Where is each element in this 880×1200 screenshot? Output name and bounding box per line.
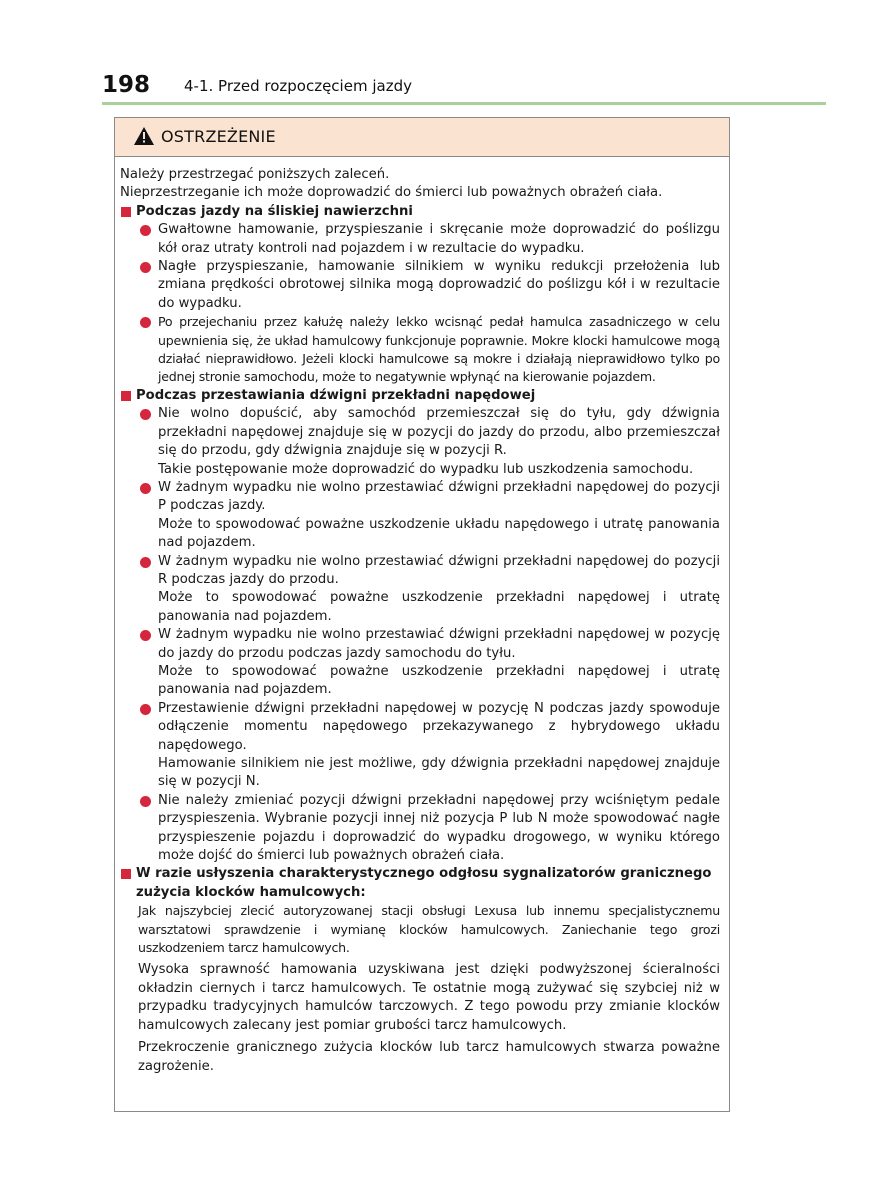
list-item: W żadnym wypadku nie wolno przestawiać dźwigni przekładni napędowej w pozycję do jazdy do przodu podczas jazdy samochodu do tyłu. Może to spowodować poważne uszkodzenie przekładni napędowej i utratę panowania nad pojazdem. bbox=[120, 626, 720, 700]
bullet-dot-icon bbox=[140, 483, 151, 494]
paragraph: Jak najszybciej zlecić autoryzowanej stacji obsługi Lexusa lub innemu specjalistycznemu warsztatowi sprawdzenie i wymianę klocków hamulcowych. Zaniechanie tego grozi uszkodzeniem tarcz hamulcowych. bbox=[138, 903, 720, 956]
bullet-dot-icon bbox=[140, 409, 151, 420]
bullet-note: Takie postępowanie może doprowadzić do wypadku lub uszkodzenia samochodu. bbox=[158, 461, 694, 477]
page-header bbox=[102, 70, 826, 104]
list-item: Gwałtowne hamowanie, przyspieszanie i skręcanie może doprowadzić do poślizgu kół oraz utraty kontroli nad pojazdem i w rezultacie do wypadku. bbox=[120, 221, 720, 258]
intro-line: Należy przestrzegać poniższych zaleceń. bbox=[120, 167, 390, 182]
header-rule bbox=[102, 102, 826, 105]
paragraph: Przekroczenie granicznego zużycia klocków lub tarcz hamulcowych stwarza poważne zagrożenie. bbox=[138, 1040, 720, 1074]
bullet-dot-icon bbox=[140, 262, 151, 273]
section-heading: W razie usłyszenia charakterystycznego odgłosu sygnalizatorów granicznego zużycia klocków hamulcowych: bbox=[120, 865, 720, 902]
bullet-note: Może to spowodować poważne uszkodzenie przekładni napędowej i utratę panowania nad pojazdem. bbox=[158, 663, 720, 698]
section-heading: Podczas jazdy na śliskiej nawierzchni bbox=[120, 203, 720, 221]
bullet-dot-icon bbox=[140, 704, 151, 715]
bullet-dot-icon bbox=[140, 225, 151, 236]
bullet-dot-icon bbox=[140, 317, 151, 328]
bullet-dot-icon bbox=[140, 630, 151, 641]
paragraph: Wysoka sprawność hamowania uzyskiwana jest dzięki podwyższonej ścieralności okładzin ciernych i tarcz hamulcowych. Te ostatnie mogą zużywać się szybciej niż w przypadku tradycyjnych hamulców tarczowych. Z tego powodu przy zmianie klocków hamulcowych zalecany jest pomiar grubości tarcz hamulcowych. bbox=[138, 962, 720, 1033]
warning-box bbox=[114, 117, 730, 1112]
warning-content bbox=[120, 166, 720, 1076]
intro-line: Nieprzestrzeganie ich może doprowadzić do śmierci lub poważnych obrażeń ciała. bbox=[120, 185, 663, 201]
section-heading: Podczas przestawiania dźwigni przekładni napędowej bbox=[120, 387, 720, 405]
warning-triangle-icon bbox=[133, 126, 155, 146]
warning-header bbox=[115, 118, 729, 157]
warning-title: OSTRZEŻENIE bbox=[161, 127, 276, 146]
bullet-dot-icon bbox=[140, 557, 151, 568]
list-item: W żadnym wypadku nie wolno przestawiać dźwigni przekładni napędowej do pozycji R podczas jazdy do przodu. Może to spowodować poważne uszkodzenie przekładni napędowej i utratę panowania nad pojazdem. bbox=[120, 553, 720, 627]
bullet-dot-icon bbox=[140, 796, 151, 807]
list-item: Po przejechaniu przez kałużę należy lekko wcisnąć pedał hamulca zasadniczego w celu upewnienia się, że układ hamulcowy funkcjonuje poprawnie. Mokre klocki hamulcowe mogą działać nieprawidłowo. Jeżeli klocki hamulcowe są mokre i działają nieprawidłowo tylko po jednej stronie samochodu, może to negatywnie wpłynąć na kierowanie pojazdem. bbox=[120, 313, 720, 387]
bullet-list bbox=[120, 221, 720, 387]
list-item: W żadnym wypadku nie wolno przestawiać dźwigni przekładni napędowej do pozycji P podczas jazdy. Może to spowodować poważne uszkodzenie układu napędowego i utratę panowania nad pojazdem. bbox=[120, 479, 720, 553]
bullet-list bbox=[120, 405, 720, 865]
list-item: Nie należy zmieniać pozycji dźwigni przekładni napędowej przy wciśniętym pedale przyspieszenia. Wybranie pozycji innej niż pozycja P lub N może spowodować nagłe przyspieszenie pojazdu i doprowadzić do wypadku drogowego, w wyniku którego może dojść do śmierci lub poważnych obrażeń ciała. bbox=[120, 792, 720, 866]
section-title: 4-1. Przed rozpoczęciem jazdy bbox=[184, 77, 412, 95]
list-item: Nie wolno dopuścić, aby samochód przemieszczał się do tyłu, gdy dźwignia przekładni napędowej znajduje się w pozycji do jazdy do przodu, albo przemieszczał się do przodu, gdy dźwignia znajduje się w pozycji R. Takie postępowanie może doprowadzić do wypadku lub uszkodzenia samochodu. bbox=[120, 405, 720, 479]
page-number: 198 bbox=[102, 72, 151, 98]
bullet-note: Hamowanie silnikiem nie jest możliwe, gdy dźwignia przekładni napędowej znajduje się w pozycji N. bbox=[158, 756, 720, 790]
list-item: Przestawienie dźwigni przekładni napędowej w pozycję N podczas jazdy spowoduje odłączenie momentu napędowego przekazywanego z hybrydowego układu napędowego. Hamowanie silnikiem nie jest możliwe, gdy dźwignia przekładni napędowej znajduje się w pozycji N. bbox=[120, 700, 720, 792]
list-item: Nagłe przyspieszanie, hamowanie silnikiem w wyniku redukcji przełożenia lub zmiana prędkości obrotowej silnika mogą doprowadzić do poślizgu kół i w rezultacie do wypadku. bbox=[120, 258, 720, 313]
bullet-note: Może to spowodować poważne uszkodzenie układu napędowego i utratę panowania nad pojazdem. bbox=[158, 516, 720, 551]
bullet-note: Może to spowodować poważne uszkodzenie przekładni napędowej i utratę panowania nad pojazdem. bbox=[158, 590, 720, 624]
